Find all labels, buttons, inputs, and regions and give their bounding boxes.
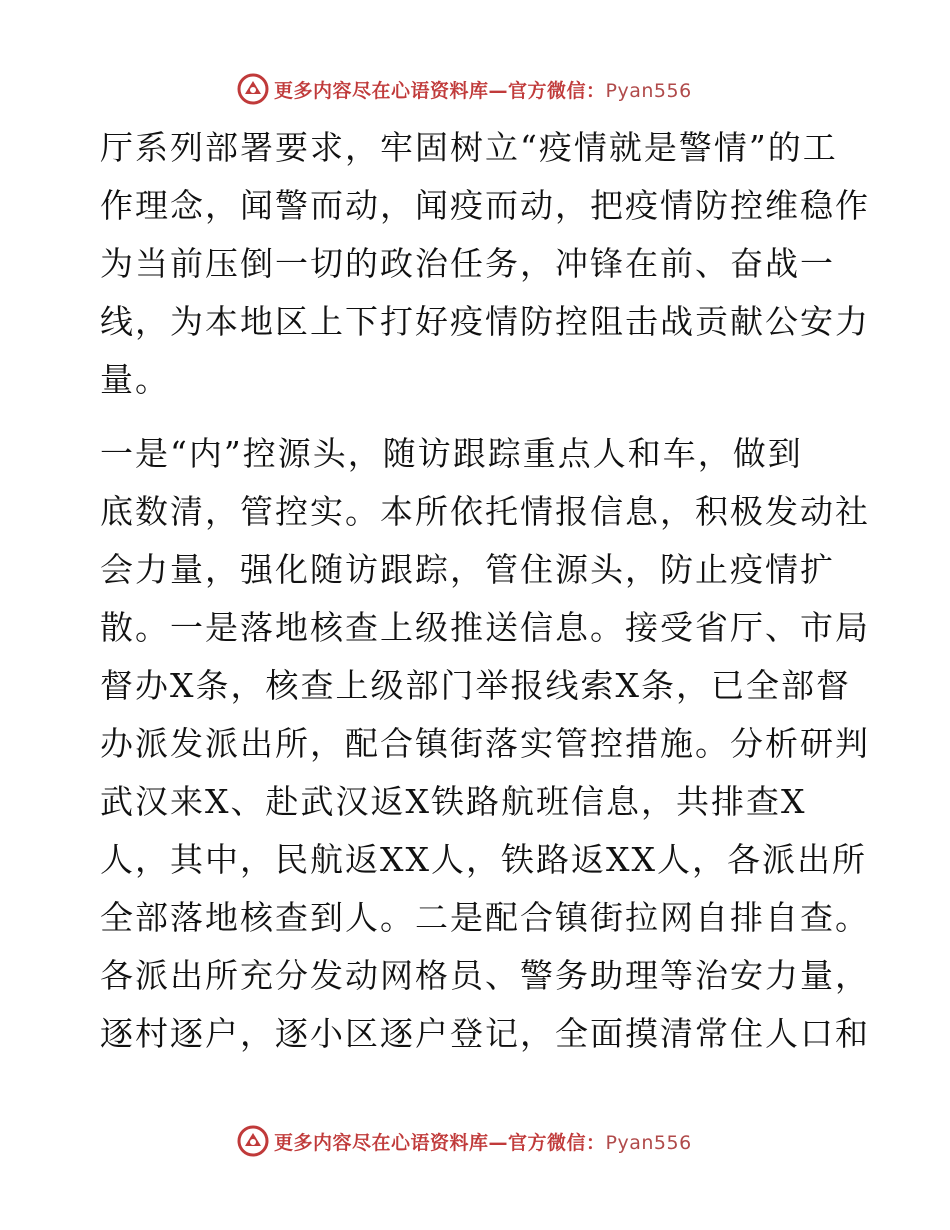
text-line: 量。: [100, 360, 170, 399]
red-circle-logo-icon: [236, 1124, 270, 1158]
footer-banner: [236, 1124, 692, 1158]
text-line: 散。一是落地核查上级推送信息。接受省厅、市局: [100, 608, 870, 647]
text-line: 督办X条，核查上级部门举报线索X条，已全部督: [100, 666, 851, 705]
footer-wechat-id: Pyan556: [605, 1131, 692, 1154]
text-line: 办派发派出所，配合镇街落实管控措施。分析研判: [100, 724, 870, 763]
text-line: 作理念，闻警而动，闻疫而动，把疫情防控维稳作: [100, 186, 870, 225]
text-line: 厅系列部署要求，牢固树立“疫情就是警情”的工: [100, 128, 838, 167]
header-brand-text: 更多内容尽在心语资料库—官方微信：Pyan556: [274, 79, 692, 102]
header-wechat-id: Pyan556: [605, 79, 692, 102]
text-line: 全部落地核查到人。二是配合镇街拉网自排自查。: [100, 898, 870, 937]
text-line: 会力量，强化随访跟踪，管住源头，防止疫情扩: [100, 550, 835, 589]
text-line: 线，为本地区上下打好疫情防控阻击战贡献公安力: [100, 302, 870, 341]
text-line: 一是“内”控源头，随访跟踪重点人和车，做到: [100, 434, 803, 473]
text-line: 为当前压倒一切的政治任务，冲锋在前、奋战一: [100, 244, 835, 283]
footer-brand-text: 更多内容尽在心语资料库—官方微信：Pyan556: [274, 1131, 692, 1154]
text-line: 人，其中，民航返XX人，铁路返XX人，各派出所: [100, 840, 867, 879]
text-line: 逐村逐户，逐小区逐户登记，全面摸清常住人口和: [100, 1014, 870, 1053]
text-line: 武汉来X、赴武汉返X铁路航班信息，共排查X: [100, 782, 807, 821]
text-line: 各派出所充分发动网格员、警务助理等治安力量，: [100, 956, 870, 995]
text-line: 底数清，管控实。本所依托情报信息，积极发动社: [100, 492, 870, 531]
